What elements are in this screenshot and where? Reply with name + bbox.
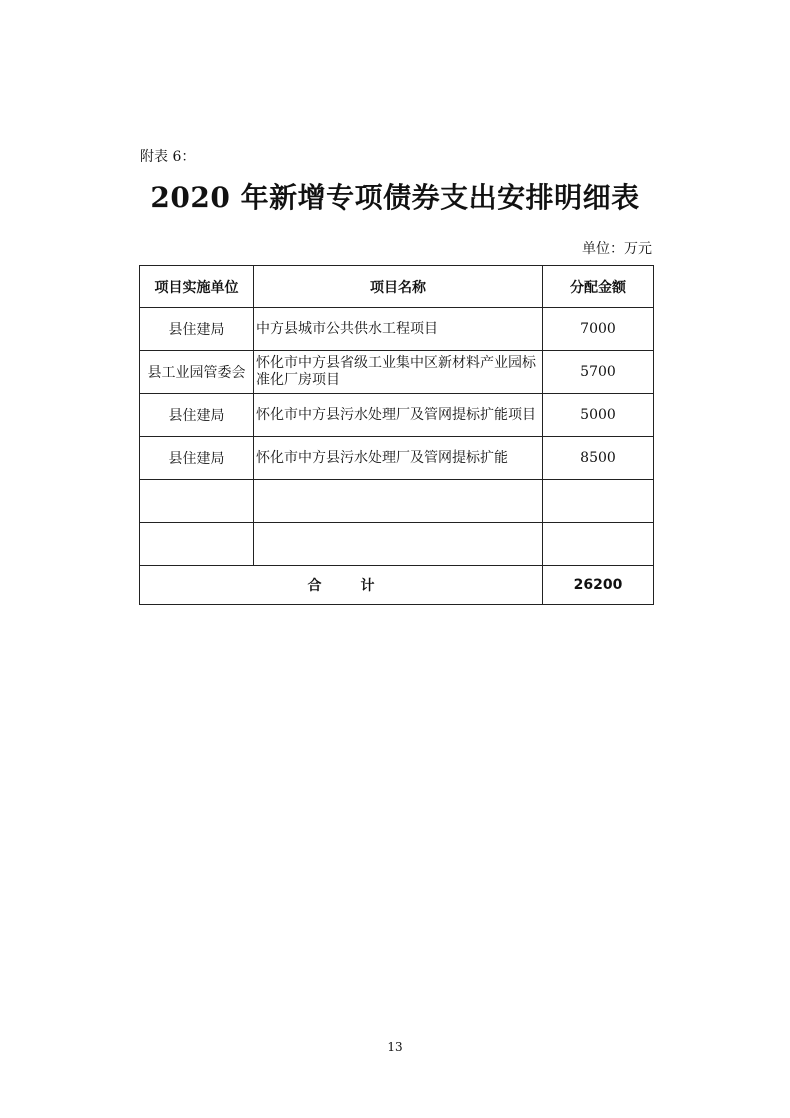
row-amount: 5700 [543, 351, 654, 394]
row-amount: 7000 [543, 308, 654, 351]
total-label-cell [140, 566, 543, 605]
table-row [140, 308, 654, 351]
total-amount: 26200 [543, 566, 654, 605]
allocation-table [139, 265, 654, 605]
blank-cell [254, 523, 543, 566]
blank-row [140, 480, 654, 523]
page-number: 13 [387, 1040, 403, 1054]
table-row [140, 351, 654, 394]
row-project-name: 中方县城市公共供水工程项目 [254, 308, 543, 351]
row-unit: 县住建局 [140, 394, 254, 437]
row-amount: 5000 [543, 394, 654, 437]
row-unit: 县住建局 [140, 308, 254, 351]
blank-cell [543, 480, 654, 523]
unit-label: 单位：万元 [582, 241, 652, 257]
table-row [140, 437, 654, 480]
row-project-name: 怀化市中方县省级工业集中区新材料产业园标准化厂房项目 [254, 351, 543, 394]
row-project-name: 怀化市中方县污水处理厂及管网提标扩能项目 [254, 394, 543, 437]
document-title: 2020 年新增专项债券支出安排明细表 [150, 181, 640, 214]
row-project-name: 怀化市中方县污水处理厂及管网提标扩能 [254, 437, 543, 480]
blank-row [140, 523, 654, 566]
header-unit: 项目实施单位 [140, 266, 254, 308]
total-row [140, 566, 654, 605]
row-unit: 县工业园管委会 [140, 351, 254, 394]
row-amount: 8500 [543, 437, 654, 480]
total-label: 合 计 [307, 578, 375, 594]
blank-cell [140, 523, 254, 566]
blank-cell [140, 480, 254, 523]
table-header-row [140, 266, 654, 308]
blank-cell [254, 480, 543, 523]
blank-cell [543, 523, 654, 566]
row-unit: 县住建局 [140, 437, 254, 480]
header-amount: 分配金额 [543, 266, 654, 308]
header-name: 项目名称 [254, 266, 543, 308]
annex-label: 附表 6： [140, 149, 196, 165]
table-row [140, 394, 654, 437]
